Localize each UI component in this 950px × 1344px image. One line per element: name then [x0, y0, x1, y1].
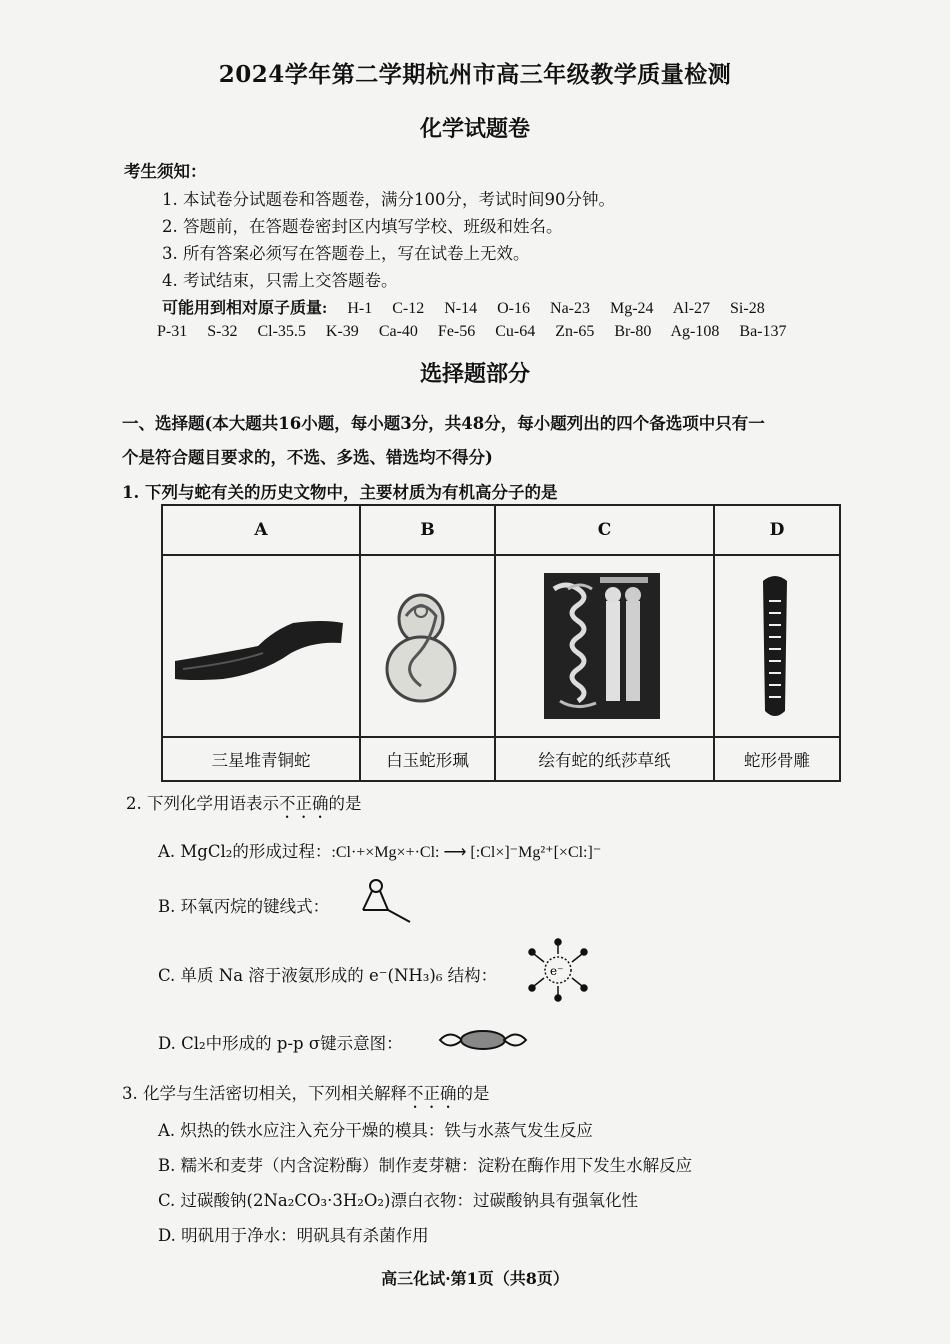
q3-option: C. 过碳酸钠(2Na₂CO₃·3H₂O₂)漂白衣物：过碳酸钠具有强氧化性 — [158, 1191, 638, 1210]
mass-item: K-39 — [325, 323, 359, 340]
caption: 蛇形骨雕 — [714, 737, 840, 781]
q3-stem-post: 的是 — [456, 1084, 490, 1103]
mass-item: Cl-35.5 — [257, 323, 306, 340]
q1-stem: 1. 下列与蛇有关的历史文物中，主要材质为有机高分子的是 — [122, 483, 558, 502]
section-intro: 一、选择题(本大题共16小题，每小题3分，共48分，每小题列出的四个备选项中只有一 — [122, 414, 765, 433]
col-header: D — [714, 505, 840, 555]
q2-option-d — [158, 1030, 403, 1054]
jade-pendant-image — [360, 555, 495, 737]
q3-stem-mark: 不正确 — [407, 1084, 457, 1103]
col-header: B — [360, 505, 495, 555]
solvated-electron-structure-icon — [520, 936, 596, 1004]
atomic-masses-row1 — [162, 295, 781, 318]
mass-item: Al-27 — [672, 300, 711, 317]
note-item: 4. 考试结束，只需上交答题卷。 — [162, 271, 398, 290]
exam-title: 2024学年第二学期杭州市高三年级教学质量检测 — [218, 61, 732, 88]
q2-stem — [126, 790, 362, 822]
mass-item: O-16 — [497, 300, 531, 317]
note-item: 3. 所有答案必须写在答题卷上，写在试卷上无效。 — [162, 244, 530, 263]
mass-item: P-31 — [157, 323, 188, 340]
q2-stem-mark: 不正确 — [279, 794, 329, 813]
q2-option-a-text: A. MgCl₂的形成过程： — [158, 842, 332, 861]
mass-item: Na-23 — [550, 300, 590, 317]
q3-option: A. 炽热的铁水应注入充分干燥的模具：铁与水蒸气发生反应 — [158, 1121, 593, 1140]
electron-label: e⁻ — [550, 964, 564, 978]
caption: 白玉蛇形珮 — [360, 737, 495, 781]
exam-subtitle: 化学试题卷 — [419, 116, 530, 142]
q2-option-a — [158, 838, 601, 862]
q2-option-c-text: C. 单质 Na 溶于液氨形成的 e⁻(NH₃)₆ 结构： — [158, 966, 498, 985]
mass-item: H-1 — [347, 300, 373, 317]
q2-option-d-text: D. Cl₂中形成的 p-p σ键示意图： — [158, 1034, 403, 1053]
mass-label: 可能用到相对原子质量: — [162, 300, 328, 317]
mass-item: Br-80 — [614, 323, 652, 340]
section-intro: 个是符合题目要求的，不选、多选、错选均不得分) — [122, 448, 493, 467]
caption: 绘有蛇的纸莎草纸 — [495, 737, 714, 781]
mass-item: Zn-65 — [555, 323, 595, 340]
papyrus-image — [495, 555, 714, 737]
q1-artifact-table — [161, 504, 841, 782]
caption: 三星堆青铜蛇 — [162, 737, 360, 781]
q2-option-b — [158, 893, 329, 917]
note-item: 1. 本试卷分试题卷和答题卷，满分100分，考试时间90分钟。 — [162, 190, 615, 209]
atomic-masses-row2 — [157, 323, 803, 341]
col-header: A — [162, 505, 360, 555]
mass-item: Fe-56 — [437, 323, 476, 340]
q2-option-b-text: B. 环氧丙烷的键线式： — [158, 897, 330, 916]
mass-item: S-32 — [207, 323, 238, 340]
mass-item: C-12 — [392, 300, 425, 317]
mass-item: Ba-137 — [739, 323, 787, 340]
p-p-sigma-bond-icon — [436, 1027, 530, 1053]
q3-stem-pre: 3. 化学与生活密切相关，下列相关解释 — [122, 1084, 407, 1103]
q3-option: D. 明矾用于净水：明矾具有杀菌作用 — [158, 1226, 429, 1245]
col-header: C — [495, 505, 714, 555]
mgcl2-formation-formula: :Cl·+×Mg×+·Cl: ⟶ [:Cl×]⁻Mg²⁺[×Cl:]⁻ — [331, 844, 602, 861]
q3-option: B. 糯米和麦芽（内含淀粉酶）制作麦芽糖：淀粉在酶作用下发生水解反应 — [158, 1156, 693, 1175]
mass-item: Ca-40 — [378, 323, 418, 340]
bone-carving-image — [714, 555, 840, 737]
mass-item: N-14 — [444, 300, 478, 317]
q3-stem — [122, 1080, 490, 1112]
q2-stem-post: 的是 — [328, 794, 362, 813]
q2-option-c — [158, 962, 497, 986]
propylene-oxide-skeletal-icon — [358, 878, 414, 924]
mass-item: Si-28 — [730, 300, 765, 317]
q2-stem-pre: 2. 下列化学用语表示 — [126, 794, 279, 813]
note-item: 2. 答题前，在答题卷密封区内填写学校、班级和姓名。 — [162, 217, 563, 236]
page-footer: 高三化试·第1页（共8页） — [381, 1269, 569, 1288]
section-title: 选择题部分 — [419, 361, 530, 387]
bronze-snake-image — [162, 555, 360, 737]
notes-heading: 考生须知： — [124, 162, 207, 181]
mass-item: Mg-24 — [610, 300, 654, 317]
mass-item: Ag-108 — [670, 323, 720, 340]
mass-item: Cu-64 — [495, 323, 536, 340]
